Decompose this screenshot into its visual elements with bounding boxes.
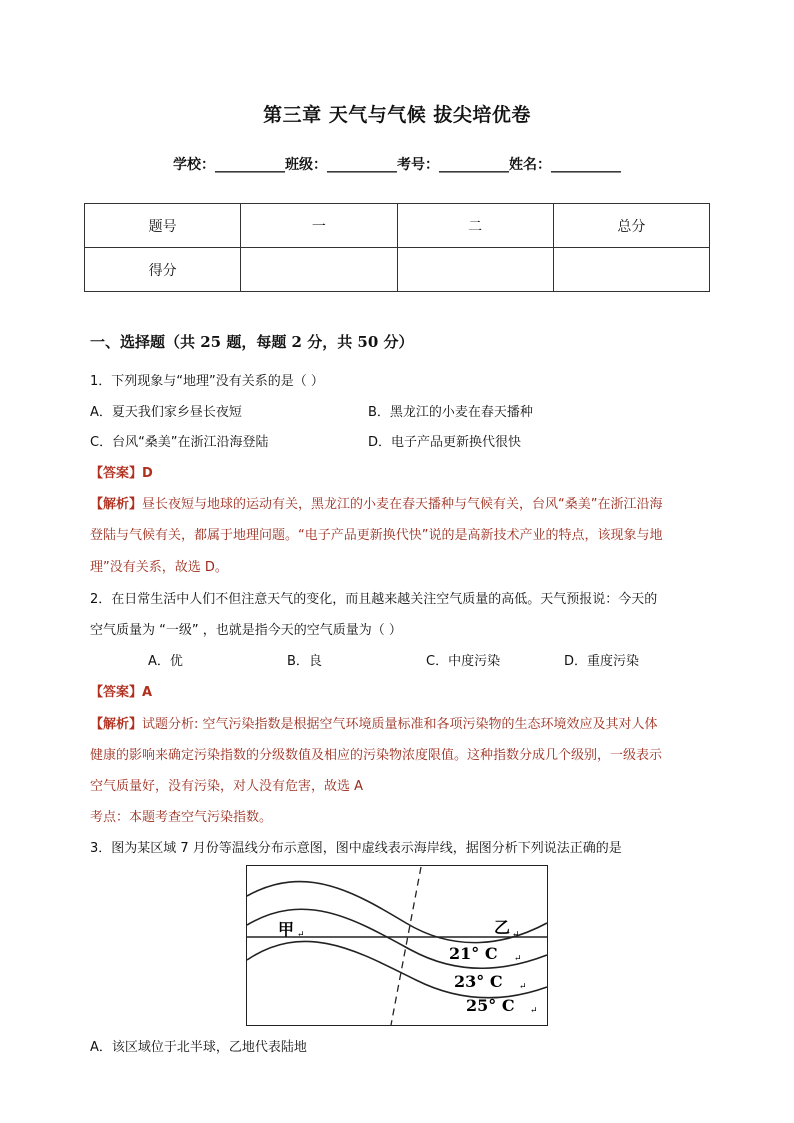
page-title: 第三章 天气与气候 拔尖培优卷 [263,104,531,126]
q2-option-a: A．优 [148,654,183,669]
q2-explanation-line [90,713,658,732]
q3-option-a: A．该区域位于北半球，乙地代表陆地 [90,1040,307,1055]
answer-value: A [142,685,153,700]
table-row [85,204,710,248]
explanation-text: 昼长夜短与地球的运动有关，黑龙江的小麦在春天播种与气候有关，台风“桑美”在浙江沿海 [142,497,663,512]
score-table [84,203,710,292]
section-heading: 一、选择题（共 25 题，每题 2 分，共 50 分） [90,333,414,351]
return-mark: ↵ [512,930,520,940]
return-mark: ↵ [297,930,305,940]
question-1-stem: 1．下列现象与“地理”没有关系的是（ ） [90,374,324,389]
score-cell [241,248,397,292]
q1-explanation-line [90,493,663,512]
label-jia: 甲 [278,920,295,939]
explanation-tag: 【解析】 [90,497,143,512]
q2-option-c: C．中度污染 [426,654,501,669]
q2-answer [90,681,152,700]
q2-explanation-line: 空气质量好，没有污染，对人没有危害，故选 A [90,779,364,794]
answer-tag: 【答案】 [90,685,143,700]
question-3-stem: 3．图为某区域 7 月份等温线分布示意图，图中虚线表示海岸线，据图分析下列说法正确的是 [90,841,622,856]
table-header-cell: 二 [397,204,553,248]
q2-explanation-line: 健康的影响来确定污染指数的分级数值及相应的污染物浓度限值。这种指数分成几个级别，一级表示 [90,748,663,763]
score-cell [397,248,553,292]
explanation-tag: 【解析】 [90,717,143,732]
return-mark: ↵ [519,982,527,992]
answer-tag: 【答案】 [90,466,143,481]
explanation-text: 试题分析: 空气污染指数是根据空气环境质量标准和各项污染物的生态环境效应及其对人体 [142,717,658,732]
isotherm-figure [246,865,549,1027]
q1-option-d: D．电子产品更新换代很快 [368,435,522,450]
return-mark: ↵ [530,1006,538,1016]
score-row-label: 得分 [85,248,241,292]
isotherm-label-21: 21° C [449,944,498,963]
q2-option-d: D．重度污染 [564,654,640,669]
table-row [85,248,710,292]
q2-kaodian: 考点：本题考查空气污染指数。 [90,810,273,825]
table-header-cell: 题号 [85,204,241,248]
q1-option-a: A．夏天我们家乡昼长夜短 [90,405,242,420]
answer-value: D [142,466,153,481]
q1-answer [90,462,153,481]
score-cell [553,248,709,292]
table-header-cell: 总分 [553,204,709,248]
q1-option-b: B．黑龙江的小麦在春天播种 [368,405,533,420]
label-yi: 乙 [494,918,511,937]
question-2-stem: 空气质量为 “一级” ，也就是指今天的空气质量为（ ） [90,623,402,638]
q1-explanation-line: 理”没有关系，故选 D。 [90,560,228,575]
student-info-line: 学校：__________班级：__________考号：__________姓名：__________ [173,157,621,173]
isotherm-label-23: 23° C [454,972,503,991]
table-header-cell: 一 [241,204,397,248]
q1-explanation-line: 登陆与气候有关，都属于地理问题。“电子产品更新换代快”说的是高新技术产业的特点，该现象与地 [90,528,663,543]
q1-option-c: C．台风“桑美”在浙江沿海登陆 [90,435,269,450]
q2-option-b: B．良 [287,654,322,669]
return-mark: ↵ [514,954,522,964]
question-2-stem: 2．在日常生活中人们不但注意天气的变化，而且越来越关注空气质量的高低。天气预报说：今天的 [90,592,658,607]
isotherm-label-25: 25° C [466,996,515,1015]
